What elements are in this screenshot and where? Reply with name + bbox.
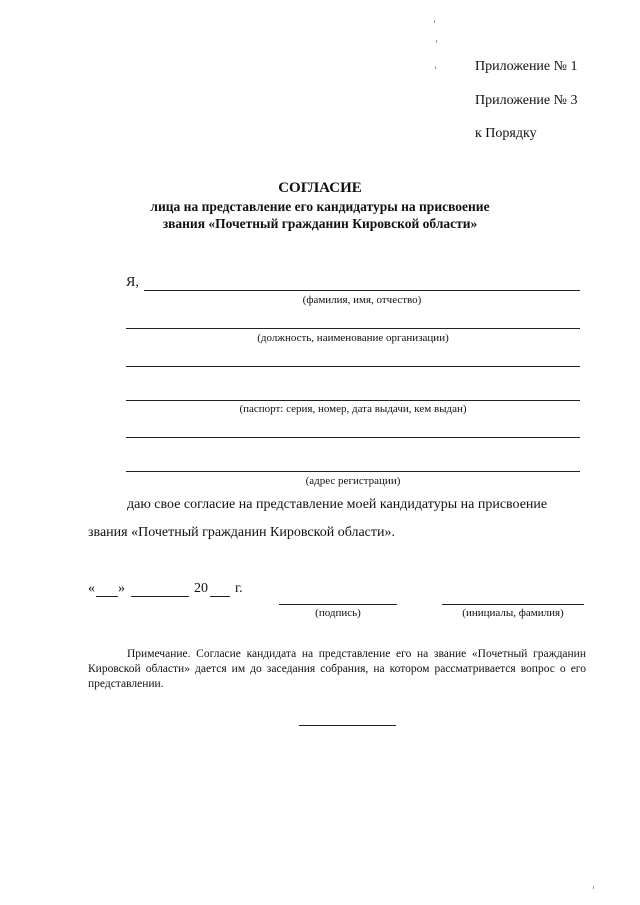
caption-signature: (подпись) <box>315 607 361 619</box>
date-year-suffix: г. <box>235 581 243 596</box>
scan-speck <box>434 20 435 23</box>
address-field-line-1[interactable] <box>126 437 580 438</box>
document-subtitle-1: лица на представление его кандидатуры на присвоение <box>150 199 490 214</box>
caption-position: (должность, наименование организации) <box>257 332 449 344</box>
scan-speck <box>436 40 437 43</box>
closing-rule <box>299 725 396 726</box>
note-text: Примечание. Согласие кандидата на представление его на звание «Почетный гражданин Кировской области» дается им до заседания собрания, на котором рассматривается вопрос о его представлении. <box>88 648 586 690</box>
scan-speck <box>435 66 436 69</box>
annex-line-3: к Порядку <box>475 126 537 141</box>
position-field-line[interactable] <box>126 328 580 329</box>
caption-initials: (инициалы, фамилия) <box>462 607 564 619</box>
annex-line-1: Приложение № 1 <box>475 59 578 74</box>
name-field-line[interactable] <box>144 290 580 291</box>
form-prefix: Я, <box>126 275 139 290</box>
scan-speck <box>593 886 594 889</box>
signature-line[interactable] <box>279 604 397 605</box>
date-close-quote: » <box>118 581 125 596</box>
blank-field-line[interactable] <box>126 366 580 367</box>
document-subtitle-2: звания «Почетный гражданин Кировской области» <box>162 216 478 231</box>
passport-field-line[interactable] <box>126 400 580 401</box>
date-year-line[interactable] <box>210 596 230 597</box>
annex-line-2: Приложение № 3 <box>475 93 578 108</box>
date-day-line[interactable] <box>96 596 118 597</box>
caption-address: (адрес регистрации) <box>305 475 401 487</box>
caption-name: (фамилия, имя, отчество) <box>302 294 422 306</box>
document-title: СОГЛАСИЕ <box>278 180 362 196</box>
caption-passport: (паспорт: серия, номер, дата выдачи, кем выдан) <box>239 403 467 415</box>
address-field-line-2[interactable] <box>126 471 580 472</box>
consent-line-2: звания «Почетный гражданин Кировской области». <box>88 525 396 540</box>
consent-line-1: даю свое согласие на представление моей кандидатуры на присвоение <box>127 497 548 512</box>
date-month-line[interactable] <box>131 596 189 597</box>
date-year-prefix: 20 <box>194 581 208 596</box>
date-open-quote: « <box>88 581 95 596</box>
initials-line[interactable] <box>442 604 584 605</box>
